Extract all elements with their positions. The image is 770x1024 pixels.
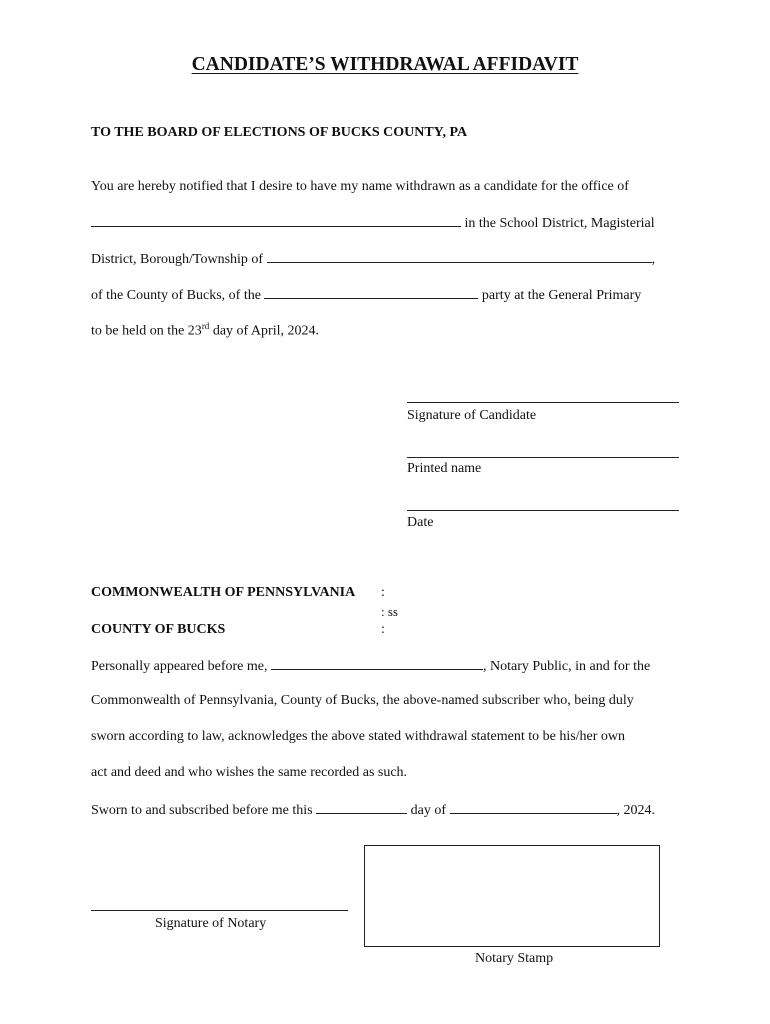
- notary-line-4: act and deed and who wishes the same recorded as such.: [91, 765, 408, 780]
- notice-line-5-text: to be held on the 23: [91, 323, 202, 339]
- notary-stamp-box: [364, 845, 660, 947]
- notary-line-3: sworn according to law, acknowledges the above stated withdrawal statement to be his/her own: [91, 729, 626, 744]
- party-blank[interactable]: [264, 286, 478, 299]
- sworn-end-text: , 2024.: [616, 803, 656, 818]
- sworn-middle-text: day of: [407, 803, 450, 818]
- sworn-month-blank[interactable]: [450, 801, 617, 814]
- notary-name-blank[interactable]: [271, 657, 483, 670]
- addressee-heading: TO THE BOARD OF ELECTIONS OF BUCKS COUNTY, PA: [91, 125, 468, 140]
- document-title: CANDIDATE’S WITHDRAWAL AFFIDAVIT: [191, 54, 579, 75]
- notice-line-3-text: District, Borough/Township of: [91, 252, 267, 267]
- venue-ss: : ss: [381, 604, 398, 619]
- date-line[interactable]: [407, 510, 679, 511]
- notice-line-3-comma: ,: [651, 252, 656, 267]
- venue-colon-1: :: [381, 585, 385, 600]
- notary-line-2: Commonwealth of Pennsylvania, County of Bucks, the above-named subscriber who, being duly: [91, 693, 634, 708]
- notice-line-2-text: in the School District, Magisterial: [461, 216, 655, 231]
- notice-line-5: [91, 321, 319, 340]
- venue-colon-2: :: [381, 622, 385, 637]
- notice-line-1: You are hereby notified that I desire to have my name withdrawn as a candidate for the office of: [91, 179, 629, 194]
- notary-line-1: [91, 657, 650, 675]
- notary-signature-line[interactable]: [91, 910, 348, 911]
- ordinal-suffix: rd: [201, 321, 210, 331]
- notary-stamp-label: Notary Stamp: [475, 951, 554, 966]
- notary-line-1-text: Personally appeared before me,: [91, 659, 271, 674]
- venue-county: COUNTY OF BUCKS: [91, 622, 226, 637]
- notice-line-4-end: party at the General Primary: [478, 288, 642, 303]
- sworn-day-blank[interactable]: [316, 801, 407, 814]
- printed-name-line[interactable]: [407, 457, 679, 458]
- notice-line-5-end: day of April, 2024.: [209, 323, 319, 339]
- candidate-signature-label: Signature of Candidate: [407, 408, 537, 423]
- candidate-signature-line[interactable]: [407, 402, 679, 403]
- notice-line-3: [91, 250, 655, 268]
- notary-signature-label: Signature of Notary: [155, 916, 267, 931]
- notice-line-2: [91, 214, 655, 232]
- notice-line-4-text: of the County of Bucks, of the: [91, 288, 265, 303]
- printed-name-label: Printed name: [407, 461, 482, 476]
- notice-line-4: [91, 286, 641, 304]
- township-blank[interactable]: [267, 250, 652, 263]
- sworn-line: [91, 801, 655, 819]
- sworn-text: Sworn to and subscribed before me this: [91, 803, 317, 818]
- office-blank[interactable]: [91, 214, 461, 227]
- venue-state: COMMONWEALTH OF PENNSYLVANIA: [91, 585, 356, 600]
- date-label: Date: [407, 515, 434, 530]
- notary-line-1-end: , Notary Public, in and for the: [482, 659, 651, 674]
